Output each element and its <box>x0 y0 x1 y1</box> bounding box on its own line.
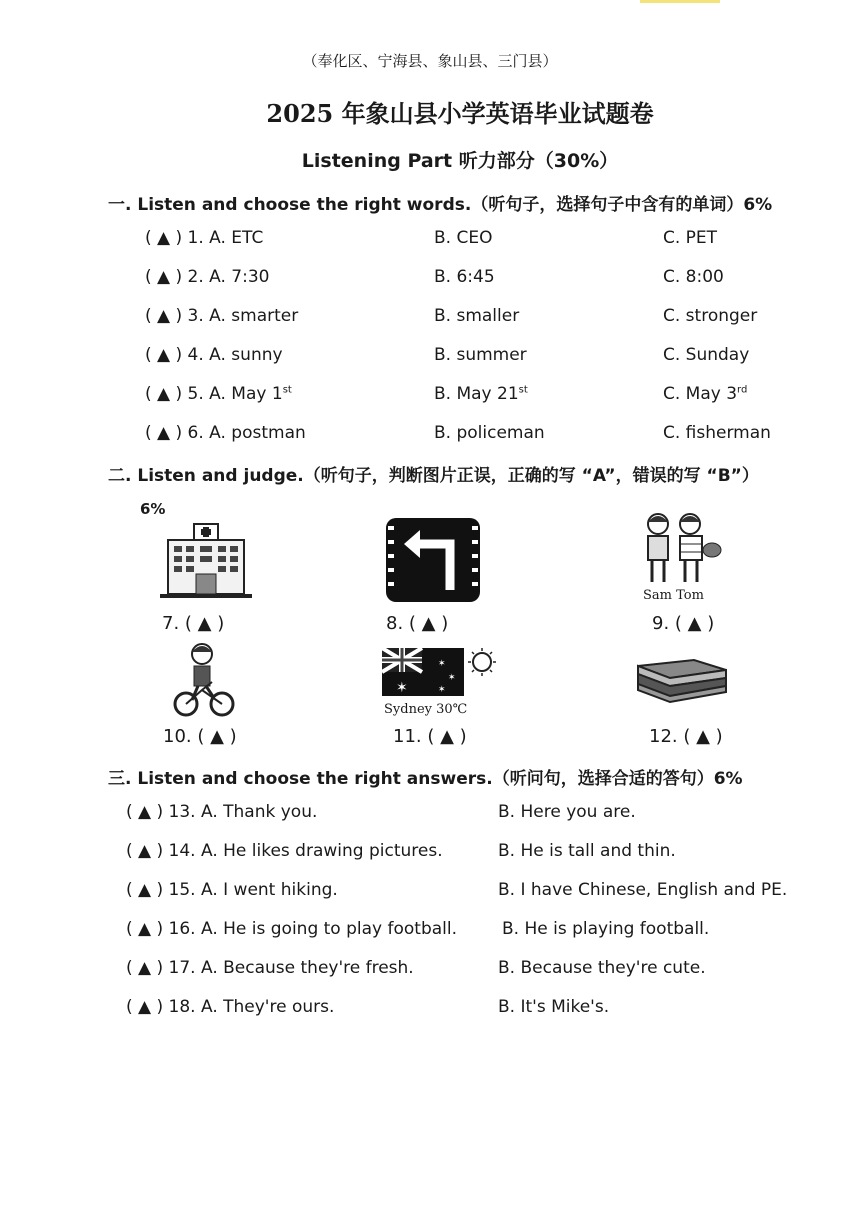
q6-option-c: C. fisherman <box>663 423 771 443</box>
q5-option-c: C. May 3rd <box>663 384 748 404</box>
q2-option-c: C. 8:00 <box>663 267 724 287</box>
q4-option-c: C. Sunday <box>663 345 750 365</box>
exam-title: 2025 年象山县小学英语毕业试题卷 <box>266 99 654 128</box>
picture-11-label: 11. ( ▲ ) <box>393 726 467 747</box>
section1-heading: 一. Listen and choose the right words.（听句子，选择句子中含有的单词）6% <box>108 195 773 215</box>
listening-subtitle: Listening Part 听力部分（30%） <box>301 150 619 172</box>
q3-option-c: C. stronger <box>663 306 758 326</box>
sandwich-icon <box>634 656 730 704</box>
q13-option-b: B. Here you are. <box>498 802 636 822</box>
svg-text:✶: ✶ <box>448 673 456 683</box>
region-note: （奉化区、宁海县、象山县、三门县） <box>302 52 558 70</box>
picture-8-label: 8. ( ▲ ) <box>386 613 449 634</box>
section3-heading: 三. Listen and choose the right answers.（听问句，选择合适的答句）6% <box>108 769 743 789</box>
australia-flag-sun-icon <box>380 646 498 698</box>
q2-option-b: B. 6:45 <box>434 267 495 287</box>
q3-option-a: ( ▲ ) 3. A. smarter <box>145 306 299 326</box>
two-boys-icon <box>640 510 724 586</box>
q5-option-a: ( ▲ ) 5. A. May 1st <box>145 384 292 404</box>
q18-option-b: B. It's Mike's. <box>498 997 610 1017</box>
section2-score: 6% <box>140 500 166 518</box>
sam-tom-caption: Sam Tom <box>643 588 704 603</box>
q17-option-b: B. Because they're cute. <box>498 958 706 978</box>
q15-option-b: B. I have Chinese, English and PE. <box>498 880 788 900</box>
section2-heading: 二. Listen and judge.（听句子，判断图片正误，正确的写 “A”，错误的写 “B”） <box>108 466 759 486</box>
picture-10-label: 10. ( ▲ ) <box>163 726 237 747</box>
picture-9-label: 9. ( ▲ ) <box>652 613 715 634</box>
boy-cycling-icon <box>172 642 236 718</box>
q16-option-b: B. He is playing football. <box>502 919 710 939</box>
q15-option-a: ( ▲ ) 15. A. I went hiking. <box>126 880 338 900</box>
picture-7-label: 7. ( ▲ ) <box>162 613 225 634</box>
q14-option-a: ( ▲ ) 14. A. He likes drawing pictures. <box>126 841 443 861</box>
q14-option-b: B. He is tall and thin. <box>498 841 676 861</box>
q18-option-a: ( ▲ ) 18. A. They're ours. <box>126 997 335 1017</box>
q4-option-a: ( ▲ ) 4. A. sunny <box>145 345 283 365</box>
svg-text:✶: ✶ <box>438 685 446 695</box>
q2-option-a: ( ▲ ) 2. A. 7:30 <box>145 267 270 287</box>
highlight-mark <box>640 0 720 3</box>
turn-left-sign-icon <box>384 516 482 604</box>
q5-option-b: B. May 21st <box>434 384 528 404</box>
hospital-icon <box>158 522 254 600</box>
q6-option-a: ( ▲ ) 6. A. postman <box>145 423 306 443</box>
q13-option-a: ( ▲ ) 13. A. Thank you. <box>126 802 318 822</box>
q16-option-a: ( ▲ ) 16. A. He is going to play football. <box>126 919 458 939</box>
q3-option-b: B. smaller <box>434 306 520 326</box>
q1-option-b: B. CEO <box>434 228 493 248</box>
sydney-caption: Sydney 30℃ <box>384 702 468 717</box>
svg-text:✶: ✶ <box>396 680 408 696</box>
picture-12-label: 12. ( ▲ ) <box>649 726 723 747</box>
q6-option-b: B. policeman <box>434 423 545 443</box>
q1-option-c: C. PET <box>663 228 718 248</box>
q4-option-b: B. summer <box>434 345 527 365</box>
q1-option-a: ( ▲ ) 1. A. ETC <box>145 228 264 248</box>
svg-text:✶: ✶ <box>438 659 446 669</box>
q17-option-a: ( ▲ ) 17. A. Because they're fresh. <box>126 958 414 978</box>
